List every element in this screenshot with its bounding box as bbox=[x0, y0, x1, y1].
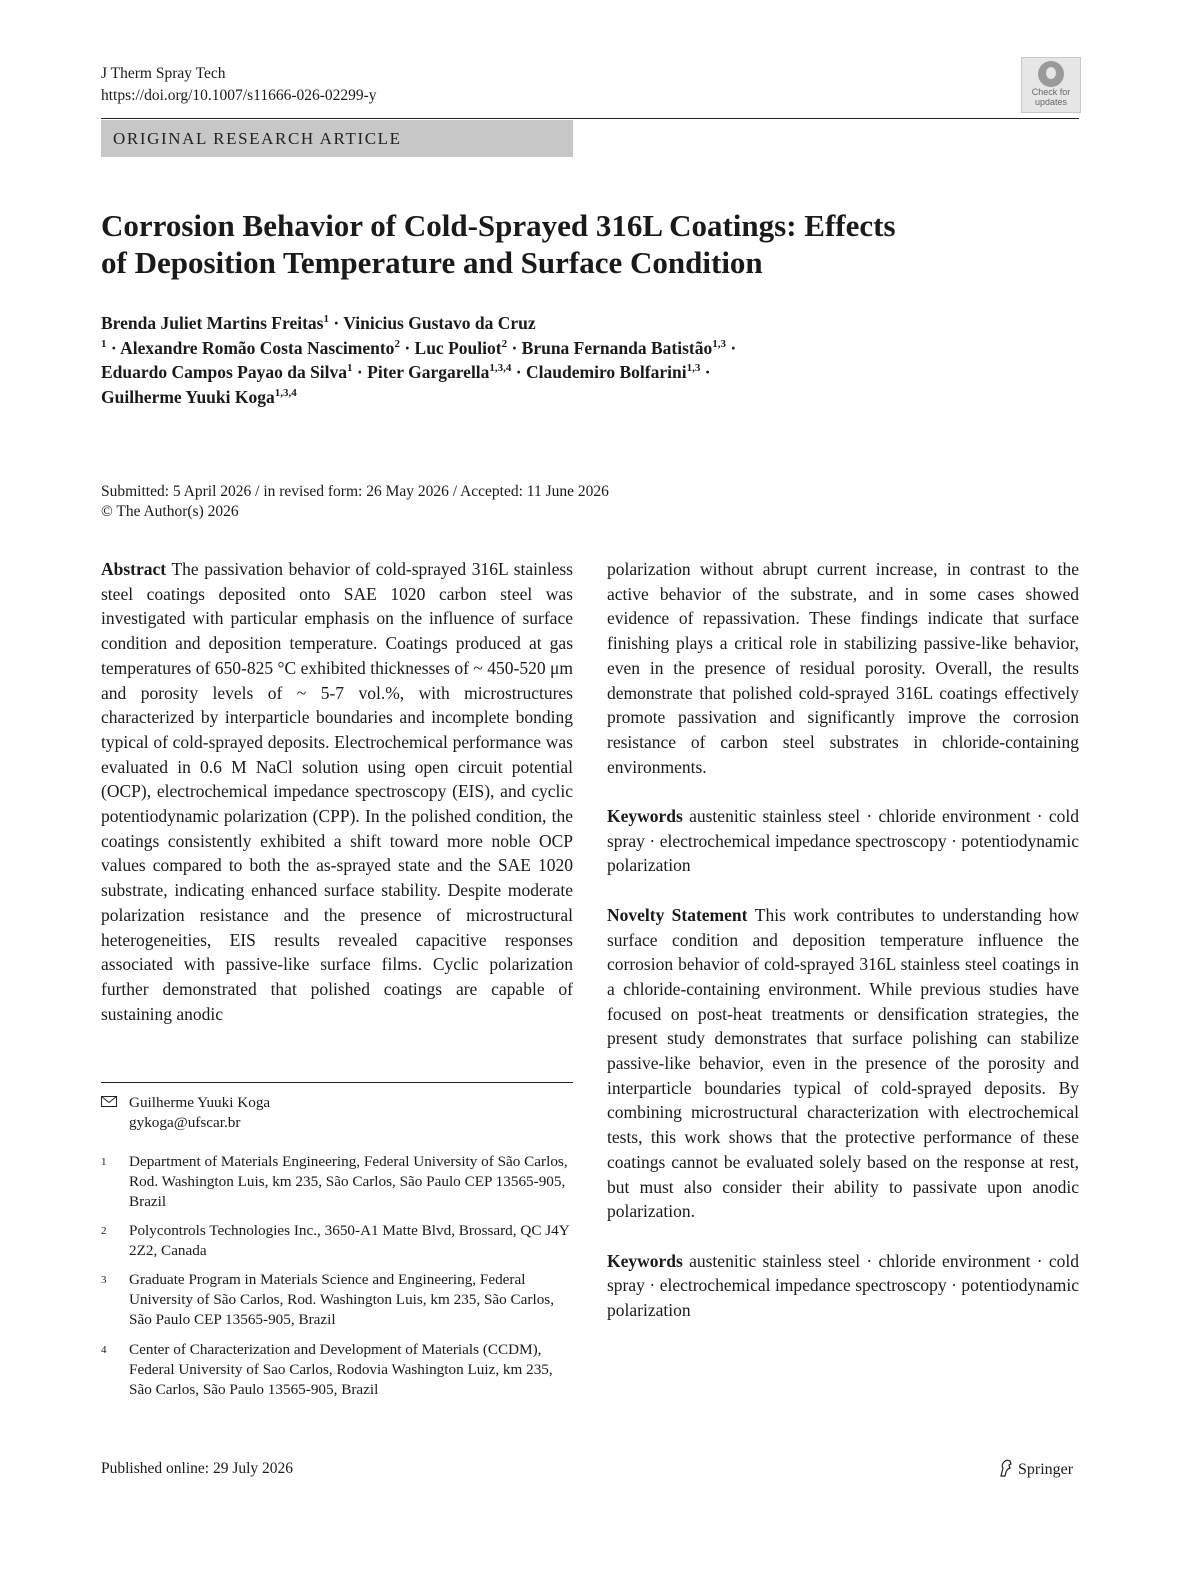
keywords-text: austenitic stainless steel · chloride environment · cold spray · electrochemical impedance spectroscopy · potentiodynamic polarization bbox=[607, 1250, 1079, 1321]
author-affiliation: 1 bbox=[101, 337, 107, 350]
corresponding-author: Guilherme Yuuki Koga bbox=[129, 1094, 271, 1111]
author-affiliation: 2 bbox=[501, 337, 508, 350]
keywords-section-2 bbox=[607, 1249, 1079, 1323]
header-rule bbox=[101, 118, 1079, 119]
author-name: Vinicius Gustavo da Cruz bbox=[343, 313, 536, 333]
correspondence-note bbox=[101, 1093, 573, 1133]
keywords-text: austenitic stainless steel · chloride environment · cold spray · electrochemical impedance spectroscopy · potentiodynamic polarization bbox=[607, 806, 1079, 876]
publisher-name: Springer bbox=[1018, 1461, 1074, 1478]
author-name: Guilherme Yuuki Koga bbox=[101, 386, 275, 407]
author-affiliation: 1,3 bbox=[686, 362, 701, 375]
journal-name: J Therm Spray Tech bbox=[101, 65, 226, 82]
article-title bbox=[101, 207, 1001, 281]
novelty-text: This work contributes to understanding how surface condition and deposition temperature influence the corrosion behavior of cold-sprayed 316L stainless steel coatings in a chloride-containing environment. While previous studies have focused on post-heat treatments or densification strategies, the present study demonstrates that surface polishing can stabilize passive-like behavior, even in the presence of the porosity and interparticle boundaries typical of cold-sprayed deposits. By combining microstructural characterization with electrochemical tests, this work shows that the protective performance of these coatings cannot be evaluated solely based on the response at rest, but must also consider their ability to passivate upon anodic polarization. bbox=[607, 904, 1080, 1222]
journal-header bbox=[101, 63, 377, 107]
affiliation-number: 2 bbox=[101, 1225, 107, 1237]
keywords-label: Keywords bbox=[607, 806, 683, 827]
footnote-rule bbox=[101, 1082, 573, 1083]
affiliation-text: Center of Characterization and Development of Materials (CCDM), Federal University of Sao Carlos, Rodovia Washington Luiz, km 235, São Carlos, São Paulo 13565-905, Brazil bbox=[129, 1341, 553, 1398]
affiliation-number: 4 bbox=[101, 1344, 107, 1356]
affiliation-text: Department of Materials Engineering, Federal University of São Carlos, Rod. Washington Luis, km 235, São Carlos, São Paulo CEP 13565-905, Brazil bbox=[129, 1153, 568, 1210]
right-column bbox=[607, 557, 1079, 1323]
title-line1: Corrosion Behavior of Cold-Sprayed 316L Coatings: Effects bbox=[101, 208, 896, 243]
author-name: Piter Gargarella bbox=[367, 362, 490, 382]
author-affiliation: 1,3 bbox=[712, 337, 726, 350]
article-dates bbox=[101, 482, 609, 522]
affiliation-number: 1 bbox=[101, 1156, 107, 1168]
author-affiliation: 1 bbox=[347, 362, 353, 375]
author-list: Brenda Juliet Martins Freitas$^1$ · Vinicius Gustavo da Cruz $^1$ · Alexandre Romão Costa Nascimento$^2$ · Luc Pouliot$^2$ · Bruna Fernanda Batistão$^{1,3}$ · Eduardo Campos Payao da Silva$^1$ · Piter Gargarella$^{1,3,4}$ · Claudemiro Bolfarini$^{1,3}$ · Guilherme Yuuki Koga$^{1,3,4}$ bbox=[101, 313, 737, 407]
corresponding-email[interactable]: gykoga@ufscar.br bbox=[129, 1114, 241, 1131]
author-affiliation: 2 bbox=[394, 337, 400, 350]
check-updates-icon bbox=[1038, 61, 1064, 87]
affiliation-text: Polycontrols Technologies Inc., 3650-A1 Matte Blvd, Brossard, QC J4Y 2Z2, Canada bbox=[129, 1222, 570, 1259]
abstract-section bbox=[101, 557, 573, 1026]
novelty-section bbox=[607, 903, 1079, 1224]
author-affiliation: 1 bbox=[323, 313, 329, 326]
keywords-label: Keywords bbox=[607, 1250, 683, 1271]
abstract-continued: polarization without abrupt current increase, in contrast to the active behavior of the substrate, and in some cases showed evidence of repassivation. These findings indicate that surface finishing plays a critical role in stabilizing passive-like behavior, even in the presence of residual porosity. Overall, the results demonstrate that polished cold-sprayed 316L coatings effectively promote passivation and significantly improve the corrosion resistance of carbon steel substrates in chloride-containing environments. bbox=[607, 559, 1079, 777]
novelty-label: Novelty Statement bbox=[607, 904, 748, 925]
title-line2: of Deposition Temperature and Surface Condition bbox=[101, 245, 763, 280]
affiliation-text: Graduate Program in Materials Science and Engineering, Federal University of São Carlos, Rod. Washington Luis, km 235, São Carlos, São Paulo CEP 13565-905, Brazil bbox=[129, 1271, 554, 1328]
article-type-banner: ORIGINAL RESEARCH ARTICLE bbox=[101, 120, 573, 157]
abstract-label: Abstract bbox=[101, 559, 167, 579]
author-name: Brenda Juliet Martins Freitas bbox=[101, 313, 324, 333]
author-name: Bruna Fernanda Batistão bbox=[521, 337, 713, 358]
author-affiliation: 1,3,4 bbox=[274, 386, 297, 399]
check-for-updates-badge[interactable] bbox=[1021, 57, 1081, 113]
affiliation-number: 3 bbox=[101, 1274, 107, 1286]
affiliation-3 bbox=[101, 1270, 573, 1330]
author-name: Luc Pouliot bbox=[414, 337, 502, 358]
affiliation-2 bbox=[101, 1221, 573, 1261]
publisher-logo[interactable] bbox=[998, 1459, 1073, 1479]
copyright: © The Author(s) 2026 bbox=[101, 503, 239, 520]
author-name: Claudemiro Bolfarini bbox=[526, 362, 687, 382]
author-name: Alexandre Romão Costa Nascimento bbox=[120, 337, 395, 358]
keywords-section bbox=[607, 804, 1079, 878]
affiliation-4 bbox=[101, 1340, 573, 1400]
doi-link[interactable]: https://doi.org/10.1007/s11666-026-02299-y bbox=[101, 87, 377, 104]
author-affiliation: 1,3,4 bbox=[489, 362, 512, 375]
published-online: Published online: 29 July 2026 bbox=[101, 1460, 294, 1477]
badge-line2: updates bbox=[1034, 97, 1068, 107]
affiliation-1 bbox=[101, 1152, 573, 1212]
badge-line1: Check for bbox=[1031, 87, 1071, 97]
author-name: Eduardo Campos Payao da Silva bbox=[101, 362, 348, 382]
springer-horse-icon bbox=[998, 1459, 1014, 1477]
abstract-text: The passivation behavior of cold-sprayed 316L stainless steel coatings deposited onto SAE 1020 carbon steel was investigated with particular emphasis on the influence of surface condition and deposition temperature. Coatings produced at gas temperatures of 650-825 °C exhibited thicknesses of ~ 450-520 μm and porosity levels of ~ 5-7 vol.%, with microstructures characterized by interparticle boundaries and incomplete bonding typical of cold-sprayed deposits. Electrochemical performance was evaluated in 0.6 M NaCl solution using open circuit potential (OCP), electrochemical impedance spectroscopy (EIS), and cyclic potentiodynamic polarization (CPP). In the polished condition, the coatings consistently exhibited a shift toward more noble OCP values compared to both the as-sprayed state and the SAE 1020 substrate, indicating enhanced surface stability. Despite moderate polarization resistance and the presence of microstructural heterogeneities, EIS results revealed capacitive responses associated with passive-like surface films. Cyclic polarization further demonstrated that polished coatings are capable of sustaining anodic bbox=[101, 559, 573, 1024]
submission-dates: Submitted: 5 April 2026 / in revised form: 26 May 2026 / Accepted: 11 June 2026 bbox=[101, 483, 609, 500]
envelope-icon bbox=[101, 1096, 117, 1107]
